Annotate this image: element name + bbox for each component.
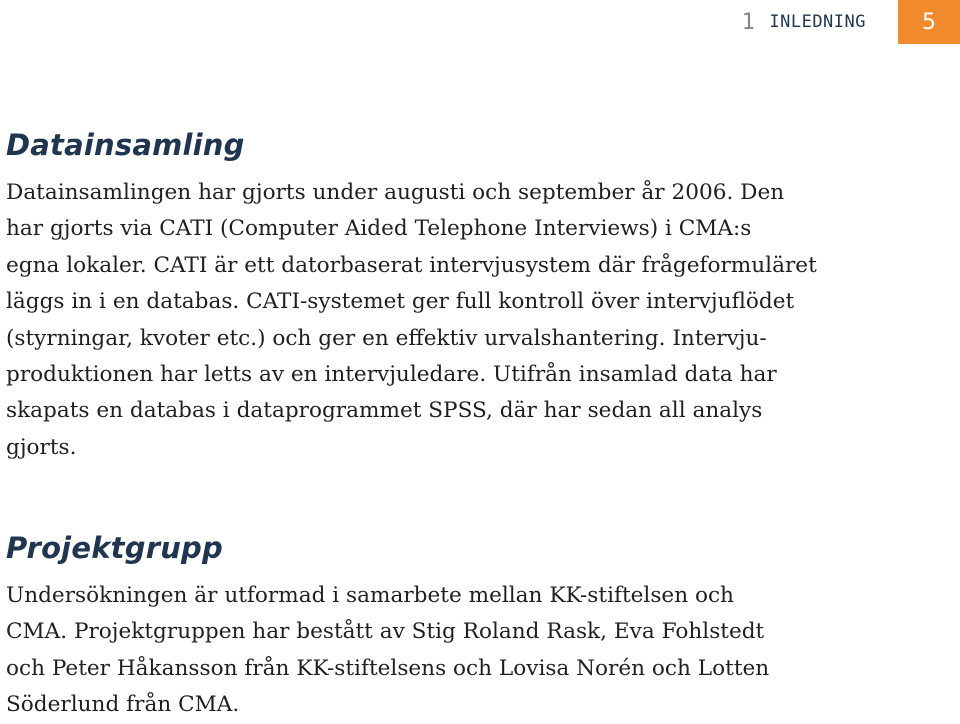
body-line: produktionen har letts av en intervjuledare. Utifrån insamlad data har xyxy=(6,362,777,388)
body-line: CMA. Projektgruppen har bestått av Stig Roland Rask, Eva Fohlstedt xyxy=(6,619,765,645)
body-line: gjorts. xyxy=(6,434,77,460)
body-line: Datainsamlingen har gjorts under augusti och september år 2006. Den xyxy=(6,180,785,205)
body-line: skapats en databas i dataprogrammet SPSS, där har sedan all analys xyxy=(6,398,763,424)
body-line: egna lokaler. CATI är ett datorbaserat intervjusystem där frågeformuläret xyxy=(6,252,817,278)
section-heading: Datainsamling xyxy=(6,128,245,162)
chapter-title: INLEDNING xyxy=(769,12,866,32)
section-heading: Projektgrupp xyxy=(6,531,223,565)
section-projektgrupp xyxy=(6,530,906,724)
section-datainsamling xyxy=(6,127,906,466)
page-header xyxy=(742,0,960,44)
body-line: läggs in i en databas. CATI-systemet ger full kontroll över intervjuflödet xyxy=(6,289,795,315)
body-line: Undersökningen är utformad i samarbete mellan KK-stiftelsen och xyxy=(6,583,734,608)
body-line: och Peter Håkansson från KK-stiftelsens och Lovisa Norén och Lotten xyxy=(6,655,770,681)
section-body xyxy=(6,578,906,724)
body-line: (styrningar, kvoter etc.) och ger en effektiv urvalshantering. Intervju- xyxy=(6,325,767,351)
body-line: har gjorts via CATI (Computer Aided Telephone Interviews) i CMA:s xyxy=(6,216,752,242)
chapter-number: 1 xyxy=(741,9,756,35)
running-header xyxy=(742,10,866,35)
page-number-badge: 5 xyxy=(898,0,960,44)
body-line: Söderlund från CMA. xyxy=(6,692,240,718)
section-body xyxy=(6,175,906,466)
